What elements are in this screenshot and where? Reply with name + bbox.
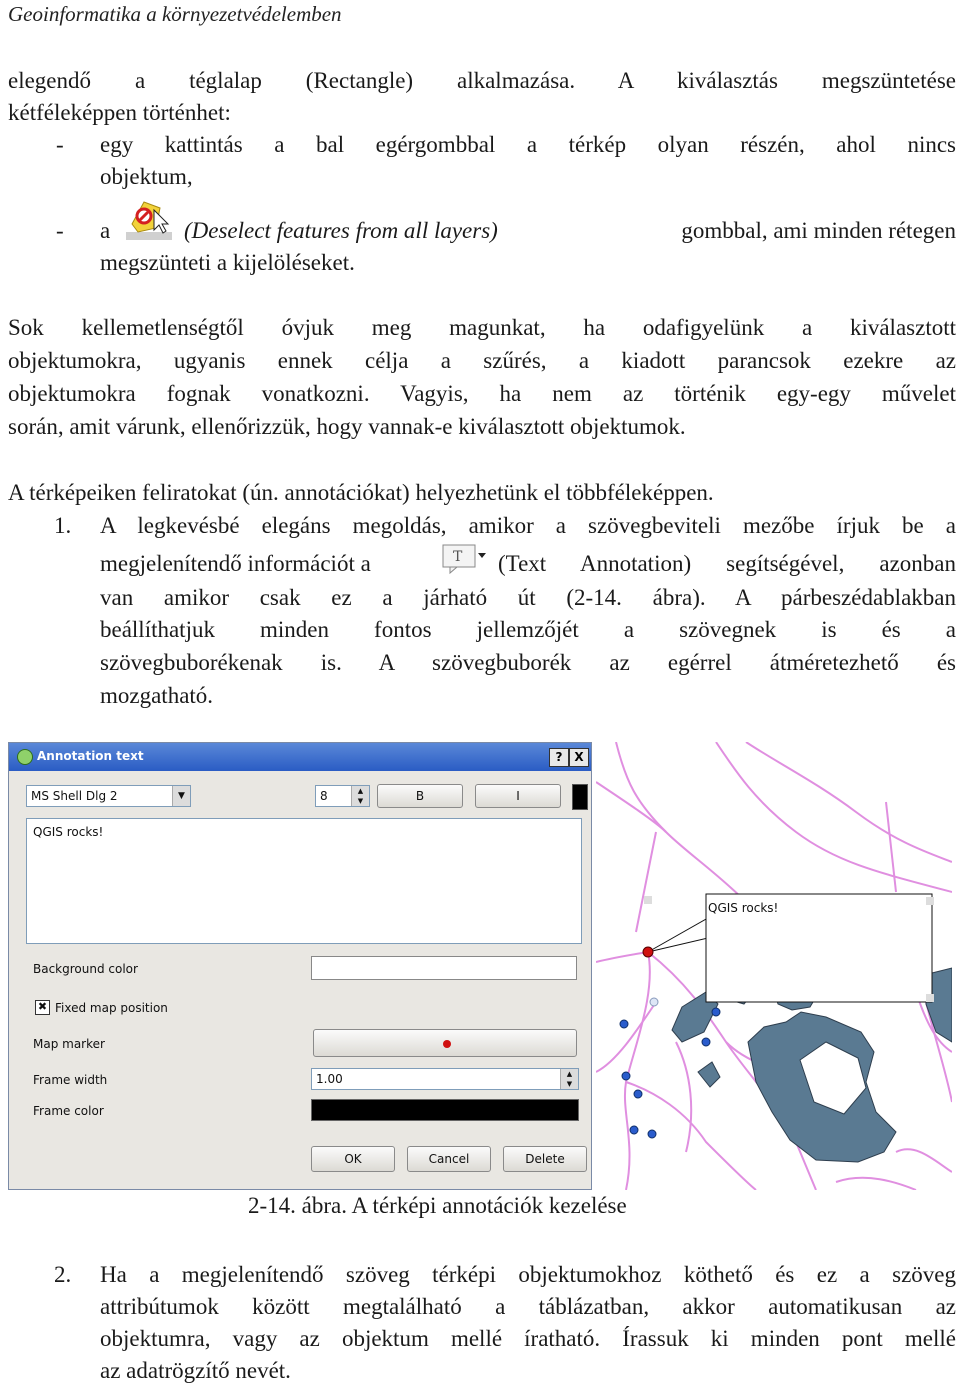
body-text-line: objektumokra fognak vonatkozni. Vagyis, ha nem az történik egy-egy művelet: [8, 381, 956, 406]
point-feature[interactable]: [634, 1090, 642, 1098]
body-text-line: során, amit várunk, ellenőrizzük, hogy vannak-e kiválasztott objektumok.: [8, 414, 686, 439]
item-text-line: az adatrögzítő nevét.: [100, 1358, 291, 1383]
map-marker-point[interactable]: [643, 947, 653, 957]
annotation-text-value: QGIS rocks!: [33, 825, 104, 839]
dialog-title: Annotation text: [37, 749, 144, 763]
point-feature[interactable]: [712, 1008, 720, 1016]
body-text-line: Sok kellemetlenségtől óvjuk meg magunkat, ha odafigyelünk a kiválasztott: [8, 315, 956, 340]
font-family-combo[interactable]: [26, 785, 191, 807]
item-text-line: van amikor csak ez a járható út (2-14. ábra). A párbeszédablakban: [100, 585, 956, 610]
list-number: 1.: [54, 513, 72, 538]
map-svg: [596, 742, 952, 1190]
map-marker-button[interactable]: [313, 1029, 577, 1057]
bullet2-text-row: [184, 216, 956, 246]
qgis-logo-icon: [17, 749, 33, 765]
italic-button[interactable]: I: [475, 784, 561, 808]
bubble-pointer: [648, 918, 708, 952]
spin-arrows-icon[interactable]: ▲ ▼: [351, 786, 369, 806]
close-button[interactable]: X: [569, 748, 589, 767]
body-text-line: A térképeiken feliratokat (ún. annotációkat) helyezhetünk el többféleképpen.: [8, 480, 714, 505]
text-annotation-icon: [442, 543, 488, 575]
item-text-line: beállíthatjuk minden fontos jellemzőjét a szövegnek is és a: [100, 617, 956, 642]
item-text-line: attribútumok között megtalálható a táblázatban, akkor automatikusan az: [100, 1294, 956, 1319]
bold-button[interactable]: B: [377, 784, 463, 808]
list-number: 2.: [54, 1262, 72, 1287]
map-canvas[interactable]: [596, 742, 952, 1190]
point-feature[interactable]: [630, 1126, 638, 1134]
chevron-down-icon[interactable]: ▼: [172, 786, 190, 806]
fixed-map-position-label: Fixed map position: [55, 1001, 168, 1015]
annotation-text-dialog: [8, 742, 592, 1190]
deselect-features-icon: [126, 196, 172, 240]
item-text-line: szövegbuborékenak is. A szövegbuborék az egérrel átméretezhető és: [100, 650, 956, 675]
resize-handle[interactable]: [926, 897, 934, 905]
bullet2-rest-text: gombbal, ami minden rétegen: [681, 218, 956, 243]
resize-handle[interactable]: [644, 896, 652, 904]
text-color-swatch[interactable]: [572, 784, 588, 810]
frame-width-value: 1.00: [316, 1072, 343, 1086]
point-feature[interactable]: [702, 1038, 710, 1046]
annotation-bubble-text: QGIS rocks!: [708, 901, 779, 915]
running-head: Geoinformatika a környezetvédelemben: [8, 2, 342, 26]
item-text-line: objektumra, vagy az objektum mellé íratható. Írassuk ki minden pont mellé: [100, 1326, 956, 1351]
point-feature[interactable]: [620, 1020, 628, 1028]
body-text-line: kétféleképpen történhet:: [8, 100, 231, 125]
figure-caption: 2-14. ábra. A térképi annotációk kezelése: [248, 1193, 627, 1218]
font-family-value: MS Shell Dlg 2: [31, 789, 118, 803]
list-dash: -: [56, 132, 64, 157]
bullet-text-line: objektum,: [100, 164, 193, 189]
bullet-text-line: megszünteti a kijelöléseket.: [100, 250, 355, 275]
dialog-titlebar: [9, 743, 591, 771]
deselect-em-text: (Deselect features from all layers): [184, 218, 498, 243]
resize-handle[interactable]: [926, 994, 934, 1002]
font-size-value: 8: [320, 789, 328, 803]
bullet-text-a: a: [100, 218, 111, 243]
item-text-line: Ha a megjelenítendő szöveg térképi objektumokhoz köthető és ez a szöveg: [100, 1262, 956, 1287]
body-text-line: objektumokra, ugyanis ennek célja a szűrés, a kiadott parancsok ezekre az: [8, 348, 956, 373]
cancel-button[interactable]: Cancel: [407, 1146, 491, 1172]
item-text-b: (Text Annotation) segítségével, azonban: [498, 551, 956, 576]
point-feature[interactable]: [650, 998, 658, 1006]
list-dash: -: [56, 218, 64, 243]
background-color-button[interactable]: [311, 956, 577, 980]
font-size-spinbox[interactable]: [315, 785, 370, 807]
annotation-text-area[interactable]: [26, 818, 582, 944]
bullet-text-line: egy kattintás a bal egérgombbal a térkép olyan részén, ahol nincs: [100, 132, 956, 157]
delete-button[interactable]: Delete: [503, 1146, 587, 1172]
help-button[interactable]: ?: [549, 748, 569, 767]
frame-width-label: Frame width: [33, 1073, 108, 1087]
spin-arrows-icon[interactable]: ▲ ▼: [560, 1069, 578, 1089]
ok-button[interactable]: OK: [311, 1146, 395, 1172]
frame-color-button[interactable]: [311, 1099, 579, 1121]
marker-dot-icon: [443, 1040, 451, 1048]
body-text-line: elegendő a téglalap (Rectangle) alkalmazása. A kiválasztás megszüntetése: [8, 68, 956, 93]
frame-width-spinbox[interactable]: [311, 1068, 579, 1090]
background-color-label: Background color: [33, 962, 138, 976]
svg-text:T: T: [453, 549, 463, 565]
point-feature[interactable]: [648, 1130, 656, 1138]
item-text-a: megjelenítendő információt a: [100, 551, 371, 576]
fixed-map-position-checkbox[interactable]: ✖: [35, 1000, 50, 1015]
frame-color-label: Frame color: [33, 1104, 104, 1118]
item-text-line: mozgatható.: [100, 683, 214, 708]
map-marker-label: Map marker: [33, 1037, 105, 1051]
point-feature[interactable]: [622, 1072, 630, 1080]
item-text-line: A legkevésbé elegáns megoldás, amikor a szövegbeviteli mezőbe írjuk be a: [100, 513, 956, 538]
